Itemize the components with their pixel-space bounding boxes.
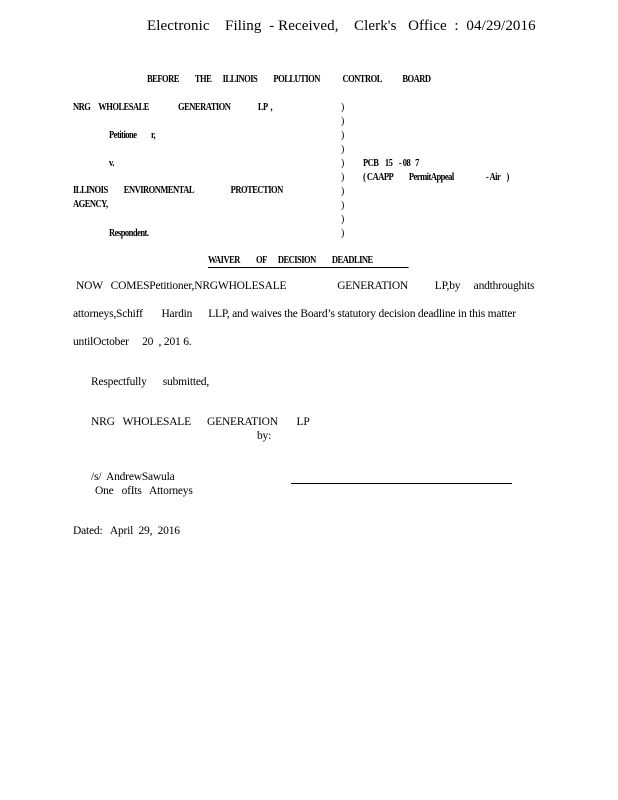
case-type: ( CAAPP PermitAppeal - Air ) xyxy=(363,172,509,183)
caption-paren: ) xyxy=(341,172,345,183)
petitioner-role: Petitione r, xyxy=(109,130,156,141)
caption-paren: ) xyxy=(341,214,345,225)
document-title: WAIVER OF DECISION DEADLINE xyxy=(208,256,409,268)
caption-paren: ) xyxy=(341,228,345,239)
respondent-name-line2: AGENCY, xyxy=(73,199,108,210)
caption-paren: ) xyxy=(341,116,345,127)
case-number: PCB 15 - 08 7 xyxy=(363,158,419,169)
paragraph-line-3: untilOctober 20 , 201 6. xyxy=(73,336,192,348)
caption-paren: ) xyxy=(341,158,345,169)
petitioner-name: NRG WHOLESALE GENERATION LP , xyxy=(73,102,273,113)
versus-label: v. xyxy=(109,158,114,169)
closing-text: Respectfully submitted, xyxy=(91,376,210,388)
respondent-role: Respondent. xyxy=(109,228,149,239)
caption-paren: ) xyxy=(341,130,345,141)
paragraph-line-1: NOW COMESPetitioner,NRGWHOLESALE GENERATION LP,by andthroughits xyxy=(76,280,535,292)
caption-paren: ) xyxy=(341,102,345,113)
by-label: by: xyxy=(257,430,272,442)
signature-line xyxy=(291,483,512,484)
dated-line: Dated: April 29, 2016 xyxy=(73,525,180,537)
signer-title: One ofIts Attorneys xyxy=(95,485,193,497)
signer-company: NRG WHOLESALE GENERATION LP xyxy=(91,416,310,428)
filing-stamp-header: Electronic Filing - Received, Clerk's Office : 04/29/2016 xyxy=(147,18,536,34)
board-title: BEFORE THE ILLINOIS POLLUTION CONTROL BOARD xyxy=(147,74,431,85)
caption-paren: ) xyxy=(341,200,345,211)
electronic-signature: /s/ AndrewSawula xyxy=(91,471,175,483)
caption-paren: ) xyxy=(341,144,345,155)
paragraph-line-2: attorneys,Schiff Hardin LLP, and waives the Board’s statutory decision deadline in this matter xyxy=(73,308,516,320)
caption-paren: ) xyxy=(341,186,345,197)
respondent-name-line1: ILLINOIS ENVIRONMENTAL PROTECTION xyxy=(73,185,283,196)
